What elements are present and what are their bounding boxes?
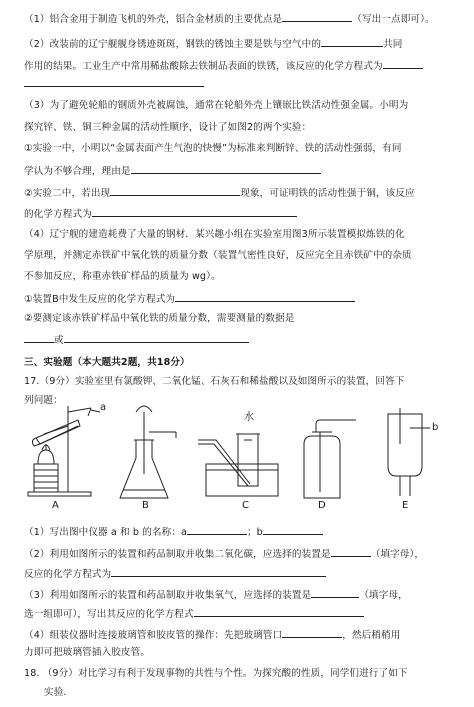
question-line: [24, 185, 454, 200]
text: 学认为不够合理，理由是: [24, 166, 131, 177]
label-D: D: [318, 500, 326, 511]
text: （3）利用如图所示的装置和药品制取并收集氧气，应选择的装置是: [24, 590, 312, 601]
label-b: b: [432, 422, 439, 433]
question-line: [24, 291, 454, 306]
answer-blank[interactable]: [111, 566, 326, 577]
apparatus-b: [120, 406, 176, 498]
answer-blank[interactable]: [24, 332, 54, 343]
text: ②要测定该赤铁矿样品中氧化铁的质量分数，需要测量的数据是: [24, 313, 295, 324]
answer-blank[interactable]: [383, 58, 423, 69]
answer-line: [24, 76, 454, 91]
text: 反应的化学方程式为: [24, 569, 112, 580]
apparatus-e: [388, 408, 430, 496]
text: 现象，可证明铁的活动性强于铜，该反应: [240, 188, 415, 199]
text: （4）组装仪器时连接玻璃管和胶皮管的操作：先把玻璃管口: [24, 630, 283, 641]
text: 实验.: [44, 687, 67, 698]
question-line: [24, 142, 454, 155]
question-line: [24, 36, 454, 51]
answer-blank[interactable]: [311, 587, 359, 598]
question-line: [24, 228, 454, 241]
label-water: 水: [244, 412, 254, 423]
text: 探究锌、铁、铜三种金属的活动性顺序，设计了如图2的两个实验：: [24, 122, 312, 133]
text: （填字母），: [370, 549, 425, 560]
answer-blank[interactable]: [282, 11, 352, 22]
text: （1）写出图中仪器 a 和 b 的名称：a: [24, 527, 187, 538]
answer-blank[interactable]: [321, 36, 383, 47]
text: ②实验二中，若出现: [24, 188, 111, 199]
answer-blank[interactable]: [24, 76, 204, 87]
apparatus-a: [28, 406, 100, 496]
question-line: [24, 375, 454, 388]
answer-blank[interactable]: [131, 163, 321, 174]
question-line: [24, 627, 454, 642]
question-line: [24, 121, 454, 134]
apparatus-diagram: [16, 404, 456, 514]
question-line: [24, 646, 454, 659]
label-E: E: [402, 500, 409, 511]
apparatus-c: [198, 434, 278, 496]
answer-blank[interactable]: [331, 546, 371, 557]
text: （3）为了避免轮船的钢质外壳被腐蚀，通常在轮船外壳上镶嵌比铁活动性强金属。小明为: [24, 100, 409, 111]
label-B: B: [142, 500, 149, 511]
label-a: a: [100, 402, 107, 413]
text: ①装置B中发生反应的化学方程式为: [24, 294, 176, 305]
answer-line: [24, 332, 454, 347]
question-line: [24, 587, 454, 602]
text: 学原理，并测定赤铁矿中氧化铁的质量分数（装置气密性良好，反应完全且赤铁矿中的杂质: [24, 250, 412, 261]
text: 或: [54, 335, 64, 346]
text: 选一组即可），写出其反应的化学方程式: [24, 609, 194, 620]
answer-blank[interactable]: [92, 206, 297, 217]
text: 不参加反应，称重赤铁矿样品的质量为 wg）。: [24, 271, 221, 282]
answer-blank[interactable]: [175, 291, 355, 302]
answer-blank[interactable]: [187, 524, 247, 535]
question-line: [24, 249, 454, 262]
text: 18. （9分）对比学习有利于发现事物的共性与个性。为探究酸的性质，同学们进行了如下: [24, 668, 408, 679]
text: ；b: [246, 527, 263, 538]
section-title: 三、实验题（本大题共2题，共18分）: [24, 357, 190, 368]
question-line: [24, 11, 454, 26]
label-C: C: [242, 500, 249, 511]
text: （2）改装前的辽宁舰舰身锈迹斑斑，钢铁的锈蚀主要是铁与空气中的: [24, 39, 322, 50]
text: （写出一点即可）。: [352, 14, 435, 25]
text: 力即可把玻璃管插入胶皮管。: [24, 647, 151, 658]
text: （2）利用如图所示的装置和药品制取并收集二氧化碳，应选择的装置是: [24, 549, 331, 560]
text: （填字母，: [359, 590, 408, 601]
apparatus-d: [304, 420, 356, 498]
question-line: [24, 206, 454, 221]
label-A: A: [52, 500, 59, 511]
question-line: [24, 99, 454, 112]
text: 的化学方程式为: [24, 209, 92, 220]
question-line: [24, 546, 454, 561]
apparatus-figure: [16, 404, 456, 514]
question-line: [24, 163, 454, 178]
answer-blank[interactable]: [282, 627, 342, 638]
question-line: [24, 606, 454, 621]
answer-blank[interactable]: [64, 332, 249, 343]
text: 共同: [383, 39, 403, 50]
answer-blank[interactable]: [194, 606, 364, 617]
question-line: [44, 686, 474, 699]
question-line: [24, 667, 454, 680]
answer-blank[interactable]: [263, 524, 323, 535]
text: （1）铝合金用于制造飞机的外壳，铝合金材质的主要优点是: [24, 14, 283, 25]
question-line: [24, 58, 454, 73]
text: 列问题：: [24, 395, 63, 406]
text: 作用的结果。工业生产中常用稀盐酸除去铁制品表面的铁锈，该反应的化学方程式为: [24, 61, 383, 72]
text: ，然后稍稍用: [342, 630, 401, 641]
question-line: [24, 524, 454, 539]
answer-blank[interactable]: [110, 185, 240, 196]
question-line: [24, 566, 454, 581]
text: 17.（9分）实验室里有氯酸钾、二氧化锰、石灰石和稀盐酸以及如图所示的装置，回答下: [24, 376, 405, 387]
text: ①实验一中，小明以“金属表面产生气泡的快慢”为标准来判断锌、铁的活动性强弱，有同: [24, 143, 402, 154]
text: （4）辽宁舰的建造耗费了大量的钢材．某兴趣小组在实验室用图3所示装置模拟炼铁的化: [24, 229, 405, 240]
question-line: [24, 312, 454, 325]
question-line: [24, 270, 454, 283]
